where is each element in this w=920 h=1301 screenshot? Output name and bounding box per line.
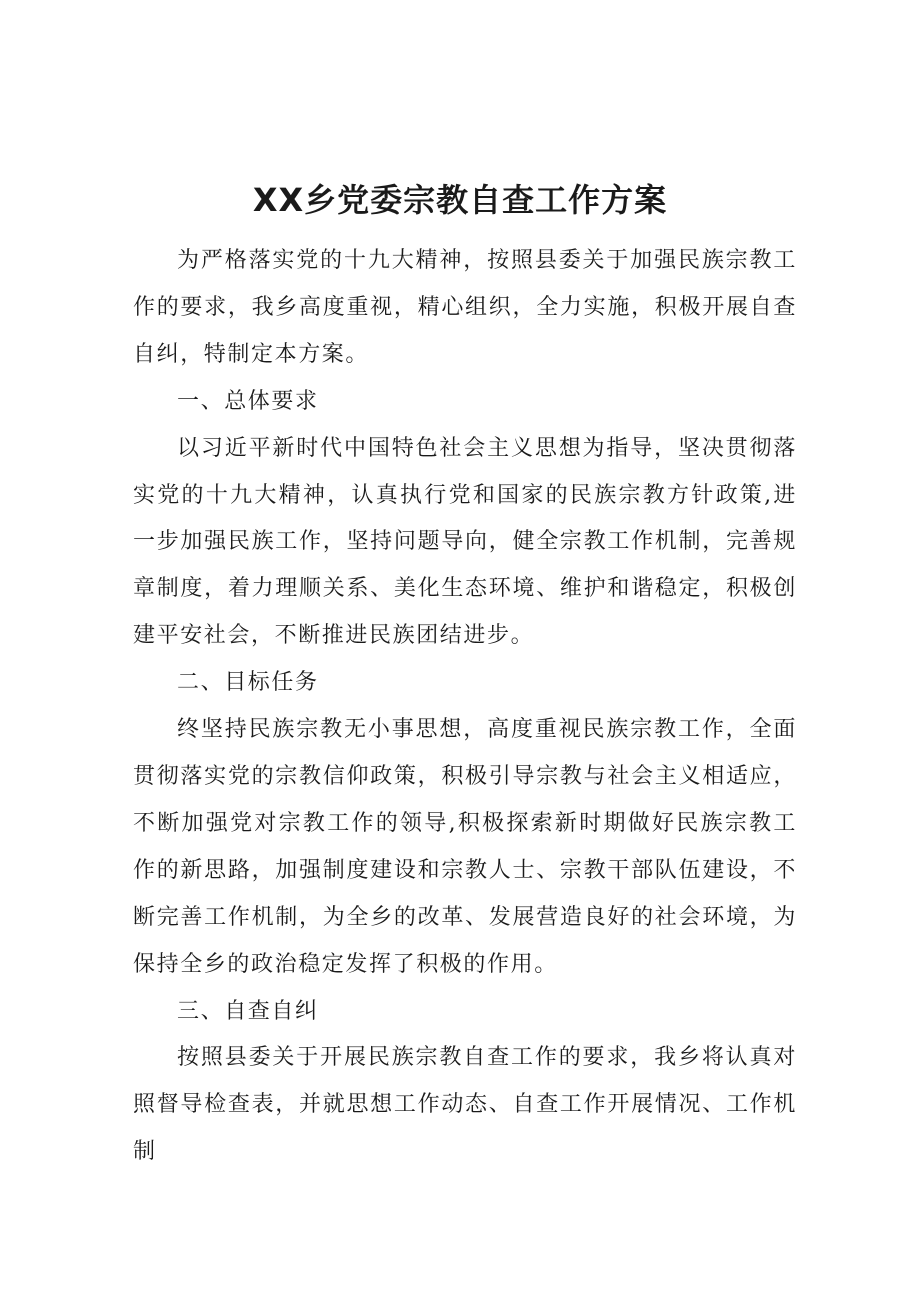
section-heading-goals-tasks: 二、目标任务 <box>177 670 319 696</box>
section-heading-self-inspection: 三、自查自纠 <box>177 998 319 1024</box>
intro-paragraph: 为严格落实党的十九大精神，按照县委关于加强民族宗教工作的要求，我乡高度重视，精心组织，全力实施，积极开展自查自纠，特制定本方案。 <box>133 248 797 367</box>
section-body-self-inspection: 按照县委关于开展民族宗教自查工作的要求，我乡将认真对照督导检查表，并就思想工作动态、自查工作开展情况、工作机制 <box>133 1045 797 1165</box>
document-title: XX乡党委宗教自查工作方案 <box>252 181 668 219</box>
section-body-goals-tasks: 终坚持民族宗教无小事思想，高度重视民族宗教工作，全面贯彻落实党的宗教信仰政策，积极引导宗教与社会主义相适应，不断加强党对宗教工作的领导,积极探索新时期做好民族宗教工作的新思路，加强制度建设和宗教人士、宗教干部队伍建设，不断完善工作机制，为全乡的改革、发展营造良好的社会环境，为保持全乡的政治稳定发挥了积极的作用。 <box>133 717 797 977</box>
section-body-overall-requirements: 以习近平新时代中国特色社会主义思想为指导，坚决贯彻落实党的十九大精神，认真执行党和国家的民族宗教方针政策,进一步加强民族工作，坚持问题导向，健全宗教工作机制，完善规章制度，着力理顺关系、美化生态环境、维护和谐稳定，积极创建平安社会，不断推进民族团结进步。 <box>133 435 797 649</box>
section-heading-overall-requirements: 一、总体要求 <box>177 388 319 414</box>
document-body <box>133 238 797 1176</box>
